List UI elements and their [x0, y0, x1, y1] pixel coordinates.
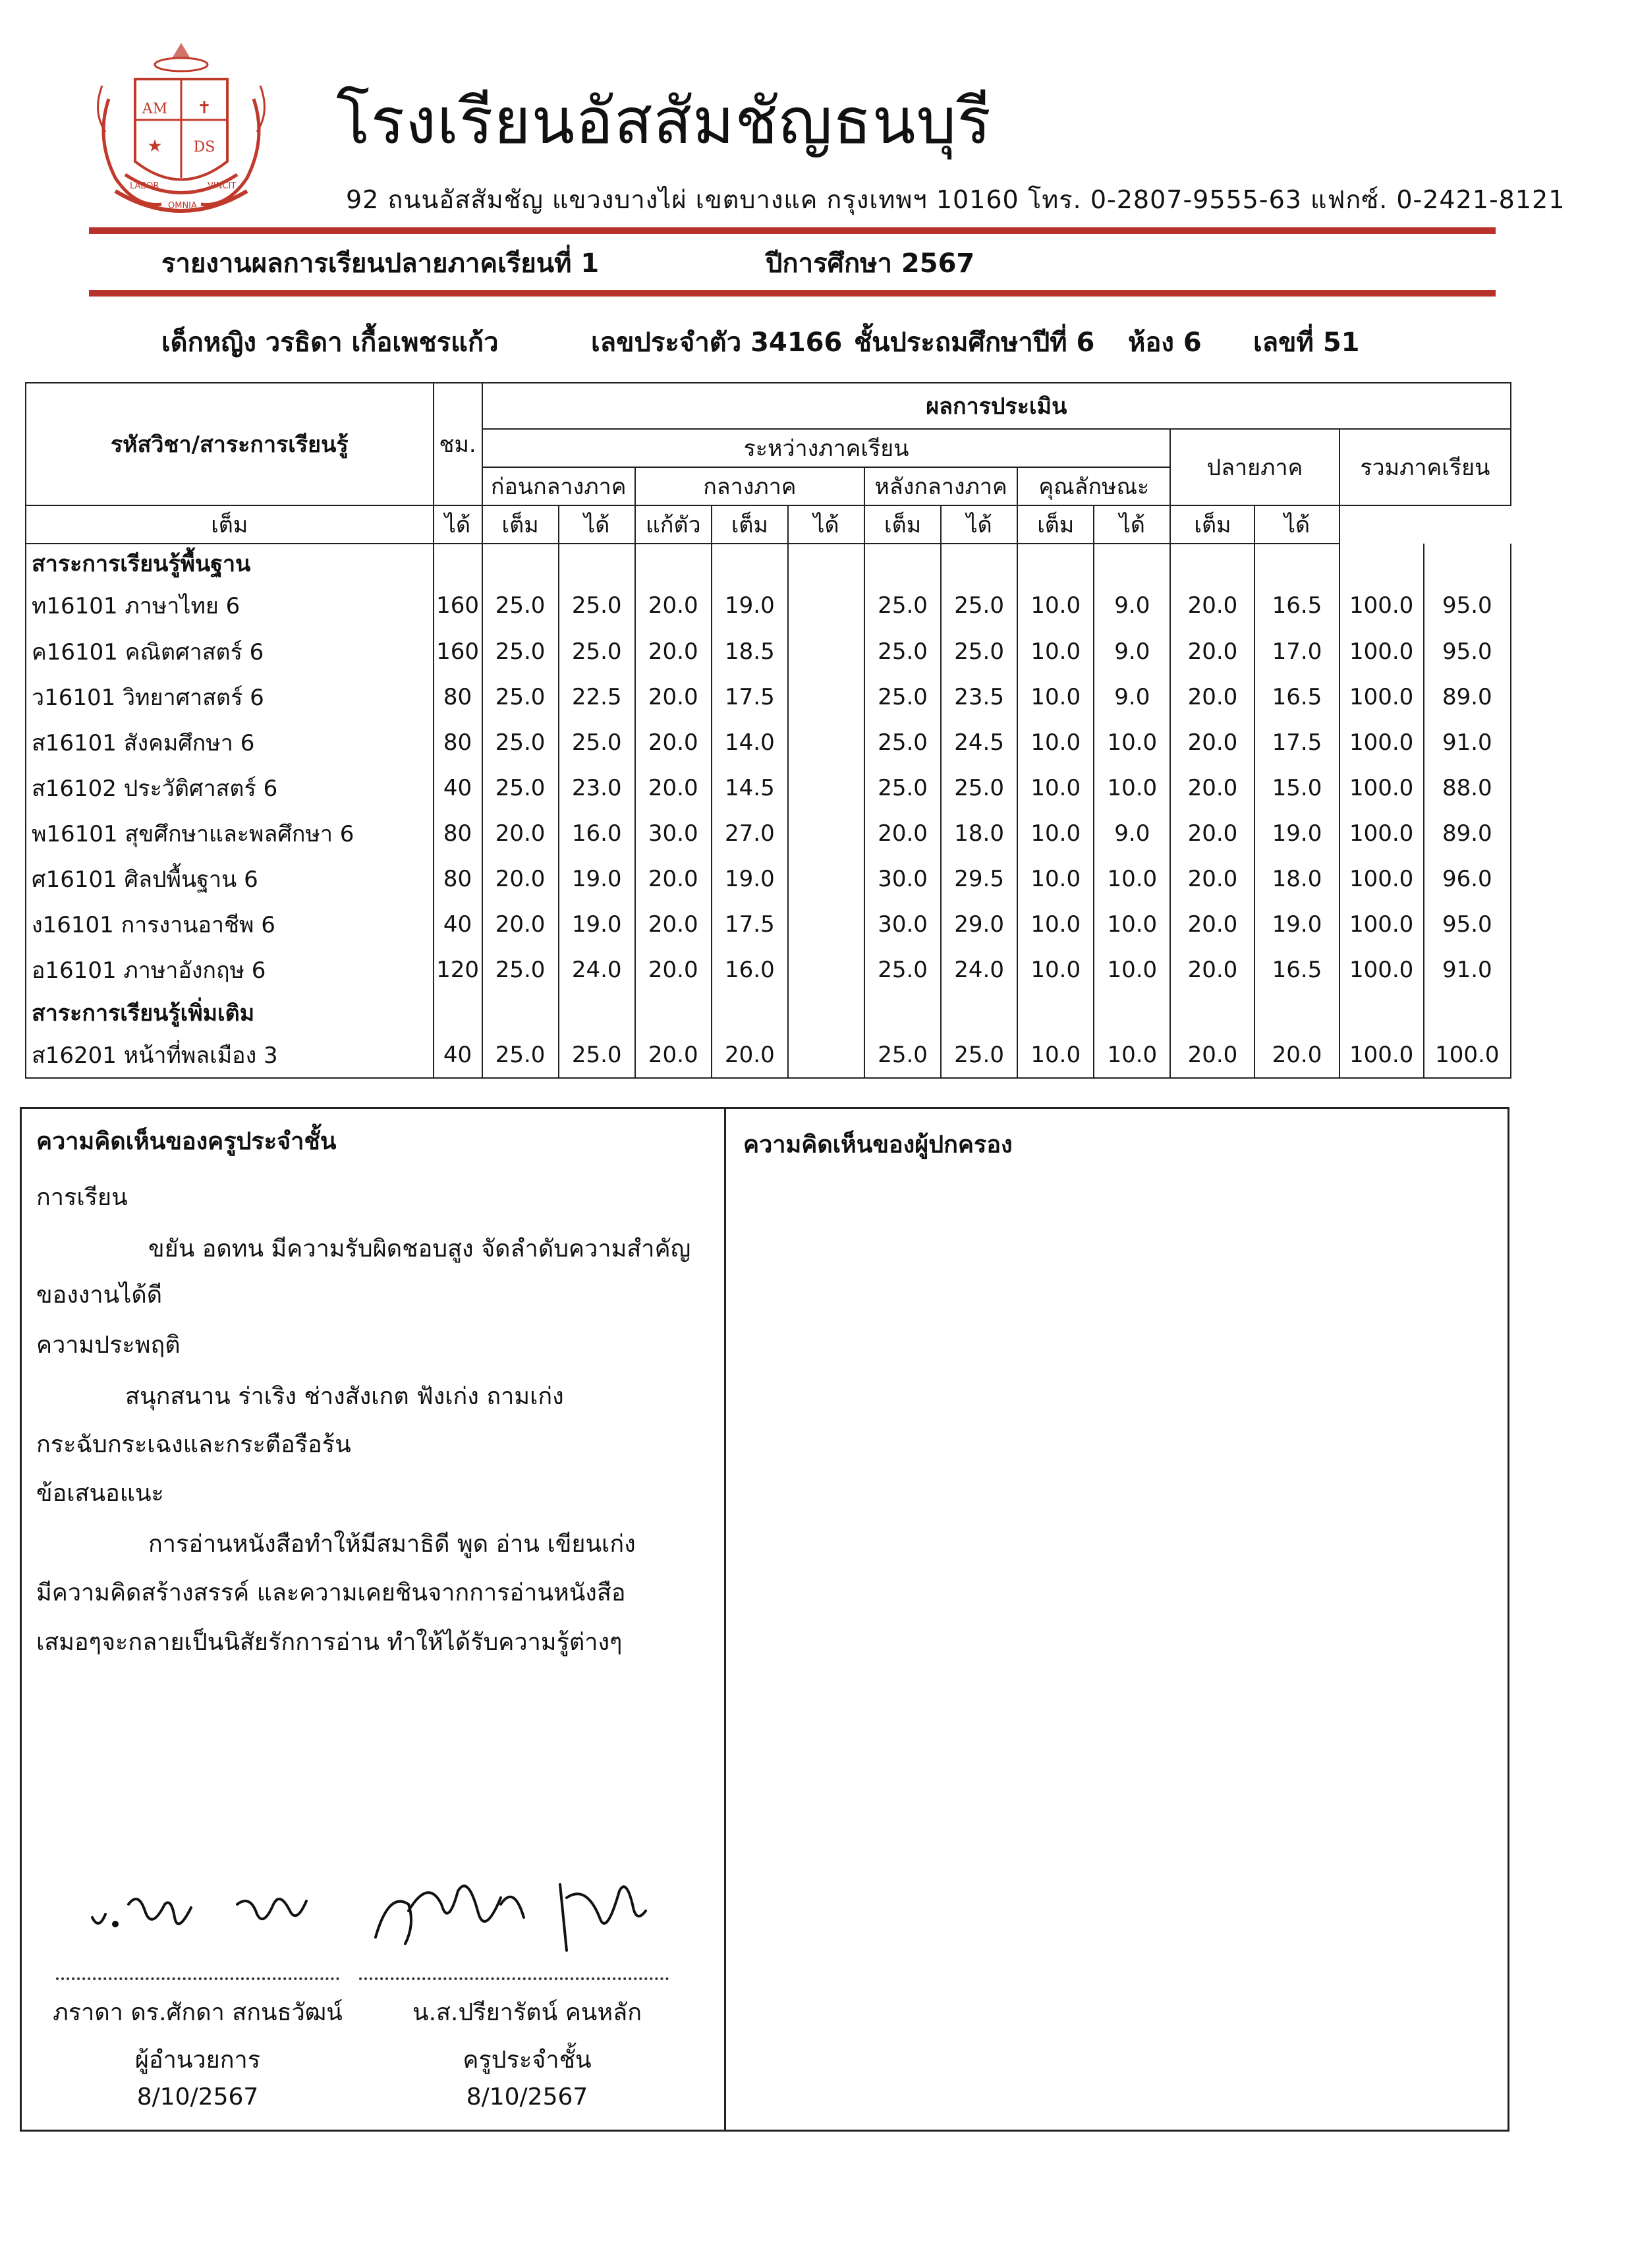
- table-row: [26, 674, 1511, 720]
- hours-cell: 80: [434, 720, 482, 765]
- score-cell: 25.0: [482, 629, 559, 674]
- table-row: [26, 857, 1511, 902]
- score-cell: 25.0: [482, 948, 559, 993]
- blank-cell: [434, 544, 482, 583]
- score-cell: 25.0: [941, 1033, 1017, 1078]
- table-row: [26, 720, 1511, 765]
- post-mid-header: หลังกลางภาค: [864, 467, 1017, 505]
- score-cell: 23.5: [941, 674, 1017, 720]
- hours-cell: 80: [434, 857, 482, 902]
- table-row: [26, 765, 1511, 810]
- score-cell: 89.0: [1424, 674, 1511, 720]
- director-signature: [79, 1878, 343, 1957]
- hours-cell: 120: [434, 948, 482, 993]
- score-cell: 25.0: [864, 948, 941, 993]
- student-grade: ชั้นประถมศึกษาปีที่ 6: [854, 327, 1095, 358]
- score-cell: 96.0: [1424, 857, 1511, 902]
- score-cell: 20.0: [635, 948, 712, 993]
- score-cell: 20.0: [635, 674, 712, 720]
- study-label: การเรียน: [36, 1184, 128, 1211]
- total-got-header: ได้: [1254, 505, 1339, 544]
- score-cell: [788, 857, 864, 902]
- hours-cell: 40: [434, 765, 482, 810]
- score-cell: 25.0: [482, 720, 559, 765]
- blank-cell: [1094, 544, 1170, 583]
- svg-text:OMNIA: OMNIA: [168, 201, 197, 211]
- score-cell: 14.0: [712, 720, 788, 765]
- svg-text:✝: ✝: [197, 98, 211, 118]
- score-cell: 20.0: [1170, 765, 1254, 810]
- score-cell: 100.0: [1339, 765, 1424, 810]
- blank-cell: [635, 544, 712, 583]
- blank-cell: [1254, 993, 1339, 1033]
- teacher-signature: [369, 1865, 659, 1964]
- score-cell: 89.0: [1424, 810, 1511, 856]
- score-cell: 25.0: [941, 765, 1017, 810]
- score-cell: 19.0: [559, 857, 635, 902]
- blank-cell: [1170, 544, 1254, 583]
- score-cell: 20.0: [635, 583, 712, 629]
- score-cell: 30.0: [635, 810, 712, 856]
- score-cell: [788, 1033, 864, 1078]
- subject-cell: ส16201 หน้าที่พลเมือง 3: [26, 1033, 434, 1078]
- score-cell: 100.0: [1424, 1033, 1511, 1078]
- student-room: ห้อง 6: [1128, 327, 1202, 358]
- blank-cell: [864, 993, 941, 1033]
- score-cell: 20.0: [635, 902, 712, 948]
- blank-cell: [1339, 993, 1424, 1033]
- subject-cell: พ16101 สุขศึกษาและพลศึกษา 6: [26, 810, 434, 856]
- blank-cell: [559, 544, 635, 583]
- blank-cell: [941, 544, 1017, 583]
- study-comment: ขยัน อดทน มีความรับผิดชอบสูง จัดลำดับความสำคัญ: [148, 1235, 691, 1262]
- blank-cell: [788, 993, 864, 1033]
- advice-label: ข้อเสนอแนะ: [36, 1480, 164, 1507]
- svg-text:AM: AM: [142, 101, 168, 117]
- score-cell: 27.0: [712, 810, 788, 856]
- student-id: เลขประจำตัว 34166: [591, 327, 843, 358]
- score-cell: 10.0: [1094, 720, 1170, 765]
- score-cell: 20.0: [1170, 674, 1254, 720]
- post-mid-got-header: ได้: [788, 505, 864, 544]
- blank-cell: [1017, 544, 1094, 583]
- score-cell: 100.0: [1339, 583, 1424, 629]
- score-cell: 20.0: [1170, 902, 1254, 948]
- score-cell: 9.0: [1094, 629, 1170, 674]
- score-cell: 18.0: [941, 810, 1017, 856]
- score-cell: 100.0: [1339, 948, 1424, 993]
- behavior-label: ความประพฤติ: [36, 1332, 181, 1359]
- score-cell: 25.0: [482, 674, 559, 720]
- score-cell: 19.0: [712, 583, 788, 629]
- score-cell: 17.0: [1254, 629, 1339, 674]
- final-header: ปลายภาค: [1170, 429, 1339, 505]
- score-cell: 20.0: [1254, 1033, 1339, 1078]
- score-cell: 17.5: [1254, 720, 1339, 765]
- score-cell: 10.0: [1017, 583, 1094, 629]
- score-cell: 10.0: [1094, 765, 1170, 810]
- behavior-comment-cont: กระฉับกระเฉงและกระตือรือร้น: [36, 1431, 351, 1458]
- svg-text:★: ★: [147, 136, 163, 156]
- score-cell: [788, 583, 864, 629]
- score-cell: 10.0: [1017, 720, 1094, 765]
- score-cell: [788, 629, 864, 674]
- character-full-header: เต็ม: [864, 505, 941, 544]
- subject-cell: ง16101 การงานอาชีพ 6: [26, 902, 434, 948]
- score-cell: 20.0: [1170, 1033, 1254, 1078]
- blank-cell: [864, 544, 941, 583]
- mid-retake-header: แก้ตัว: [635, 505, 712, 544]
- score-cell: 10.0: [1017, 857, 1094, 902]
- score-cell: 25.0: [864, 1033, 941, 1078]
- director-signature-line: [56, 1977, 339, 1980]
- score-cell: 10.0: [1094, 857, 1170, 902]
- score-cell: [788, 765, 864, 810]
- director-name: ภราดา ดร.ศักดา สกนธวัฒน์: [53, 1999, 343, 2026]
- score-cell: 22.5: [559, 674, 635, 720]
- teacher-signature-line: [359, 1977, 669, 1980]
- subject-header: รหัสวิชา/สาระการเรียนรู้: [26, 383, 434, 505]
- score-cell: 20.0: [1170, 720, 1254, 765]
- teacher-name: น.ส.ปรียารัตน์ คนหลัก: [412, 1999, 642, 2026]
- student-number: เลขที่ 51: [1253, 327, 1360, 358]
- score-cell: 15.0: [1254, 765, 1339, 810]
- score-cell: 10.0: [1017, 810, 1094, 856]
- score-cell: [788, 720, 864, 765]
- score-cell: 10.0: [1017, 1033, 1094, 1078]
- subject-cell: ค16101 คณิตศาสตร์ 6: [26, 629, 434, 674]
- score-cell: 20.0: [1170, 810, 1254, 856]
- mid-got-header: ได้: [559, 505, 635, 544]
- score-cell: 95.0: [1424, 629, 1511, 674]
- blank-cell: [1170, 993, 1254, 1033]
- score-cell: 29.5: [941, 857, 1017, 902]
- score-cell: 95.0: [1424, 583, 1511, 629]
- blank-cell: [482, 993, 559, 1033]
- character-header: คุณลักษณะ: [1017, 467, 1170, 505]
- blank-cell: [1424, 993, 1511, 1033]
- score-cell: 10.0: [1017, 674, 1094, 720]
- score-cell: 29.0: [941, 902, 1017, 948]
- school-name: โรงเรียนอัสสัมชัญธนบุรี: [336, 84, 992, 158]
- score-cell: 25.0: [482, 583, 559, 629]
- score-cell: 10.0: [1017, 629, 1094, 674]
- blank-cell: [635, 993, 712, 1033]
- score-cell: 20.0: [1170, 948, 1254, 993]
- blank-cell: [712, 993, 788, 1033]
- svg-text:DS: DS: [193, 139, 215, 156]
- advice-comment: การอ่านหนังสือทำให้มีสมาธิดี พูด อ่าน เขียนเก่ง: [148, 1531, 636, 1558]
- score-cell: 91.0: [1424, 948, 1511, 993]
- score-cell: 24.5: [941, 720, 1017, 765]
- blank-cell: [482, 544, 559, 583]
- grade-table: [25, 382, 1511, 1079]
- score-cell: 100.0: [1339, 857, 1424, 902]
- score-cell: 20.0: [635, 765, 712, 810]
- director-role: ผู้อำนวยการ: [134, 2047, 261, 2074]
- score-cell: 25.0: [864, 765, 941, 810]
- score-cell: 25.0: [559, 1033, 635, 1078]
- teacher-comment-title: ความคิดเห็นของครูประจำชั้น: [36, 1128, 337, 1155]
- hours-cell: 80: [434, 674, 482, 720]
- score-cell: 91.0: [1424, 720, 1511, 765]
- score-cell: 20.0: [1170, 857, 1254, 902]
- advice-comment-cont1: มีความคิดสร้างสรรค์ และความเคยชินจากการอ่านหนังสือ: [36, 1579, 626, 1606]
- score-cell: 16.5: [1254, 948, 1339, 993]
- blank-cell: [1254, 544, 1339, 583]
- score-cell: 24.0: [941, 948, 1017, 993]
- score-cell: 19.0: [1254, 902, 1339, 948]
- score-cell: 100.0: [1339, 902, 1424, 948]
- score-cell: 9.0: [1094, 810, 1170, 856]
- post-mid-full-header: เต็ม: [712, 505, 788, 544]
- score-cell: 25.0: [559, 720, 635, 765]
- behavior-comment: สนุกสนาน ร่าเริง ช่างสังเกต ฟังเก่ง ถามเก่ง: [125, 1383, 564, 1410]
- score-cell: 95.0: [1424, 902, 1511, 948]
- hours-cell: 40: [434, 1033, 482, 1078]
- score-cell: 20.0: [635, 1033, 712, 1078]
- score-cell: 25.0: [864, 629, 941, 674]
- table-row: [26, 902, 1511, 948]
- score-cell: 30.0: [864, 902, 941, 948]
- score-cell: 16.5: [1254, 583, 1339, 629]
- mid-header: กลางภาค: [635, 467, 864, 505]
- character-got-header: ได้: [941, 505, 1017, 544]
- blank-cell: [1424, 544, 1511, 583]
- pre-mid-got-header: ได้: [434, 505, 482, 544]
- score-cell: 25.0: [559, 583, 635, 629]
- teacher-role: ครูประจำชั้น: [463, 2047, 592, 2074]
- score-cell: 10.0: [1094, 948, 1170, 993]
- score-cell: [788, 674, 864, 720]
- score-cell: 9.0: [1094, 583, 1170, 629]
- svg-text:LABOR: LABOR: [130, 181, 159, 191]
- final-full-header: เต็ม: [1017, 505, 1094, 544]
- score-cell: [788, 948, 864, 993]
- svg-text:VINCIT: VINCIT: [208, 181, 237, 191]
- score-cell: 25.0: [864, 720, 941, 765]
- table-row: [26, 1033, 1511, 1078]
- score-cell: 30.0: [864, 857, 941, 902]
- final-got-header: ได้: [1094, 505, 1170, 544]
- score-cell: 20.0: [635, 857, 712, 902]
- score-cell: 10.0: [1017, 902, 1094, 948]
- score-cell: 20.0: [1170, 583, 1254, 629]
- school-address: 92 ถนนอัสสัมชัญ แขวงบางไผ่ เขตบางแค กรุงเทพฯ 10160 โทร. 0-2807-9555-63 แฟกซ์. 0-2421-8121: [346, 185, 1565, 214]
- score-cell: 88.0: [1424, 765, 1511, 810]
- academic-year: ปีการศึกษา 2567: [766, 248, 975, 279]
- school-logo: [89, 40, 273, 231]
- subject-cell: อ16101 ภาษาอังกฤษ 6: [26, 948, 434, 993]
- score-cell: 16.0: [559, 810, 635, 856]
- blank-cell: [1017, 993, 1094, 1033]
- score-cell: 100.0: [1339, 1033, 1424, 1078]
- total-header: รวมภาคเรียน: [1339, 429, 1511, 505]
- score-cell: 19.0: [1254, 810, 1339, 856]
- group-basic-label: สาระการเรียนรู้พื้นฐาน: [26, 544, 434, 583]
- score-cell: 17.5: [712, 902, 788, 948]
- score-cell: [788, 810, 864, 856]
- parent-comment-box: [724, 1107, 1509, 2132]
- subject-cell: ศ16101 ศิลปพื้นฐาน 6: [26, 857, 434, 902]
- group-extra-label: สาระการเรียนรู้เพิ่มเติม: [26, 993, 434, 1033]
- assessment-header: ผลการประเมิน: [482, 383, 1511, 429]
- score-cell: 9.0: [1094, 674, 1170, 720]
- score-cell: 19.0: [559, 902, 635, 948]
- mid-full-header: เต็ม: [482, 505, 559, 544]
- blank-cell: [559, 993, 635, 1033]
- hours-cell: 80: [434, 810, 482, 856]
- score-cell: 19.0: [712, 857, 788, 902]
- header-divider: [89, 227, 1496, 234]
- score-cell: 25.0: [559, 629, 635, 674]
- teacher-date: 8/10/2567: [466, 2084, 588, 2111]
- director-date: 8/10/2567: [136, 2084, 259, 2111]
- subject-cell: ว16101 วิทยาศาสตร์ 6: [26, 674, 434, 720]
- score-cell: 25.0: [941, 629, 1017, 674]
- score-cell: 16.5: [1254, 674, 1339, 720]
- score-cell: 24.0: [559, 948, 635, 993]
- during-term-header: ระหว่างภาคเรียน: [482, 429, 1171, 467]
- score-cell: 20.0: [1170, 629, 1254, 674]
- blank-cell: [712, 544, 788, 583]
- score-cell: 100.0: [1339, 629, 1424, 674]
- score-cell: 17.5: [712, 674, 788, 720]
- score-cell: 10.0: [1017, 948, 1094, 993]
- title-divider: [89, 290, 1496, 297]
- score-cell: 100.0: [1339, 674, 1424, 720]
- score-cell: 25.0: [482, 765, 559, 810]
- score-cell: 25.0: [864, 674, 941, 720]
- blank-cell: [1094, 993, 1170, 1033]
- pre-mid-header: ก่อนกลางภาค: [482, 467, 635, 505]
- score-cell: 25.0: [482, 1033, 559, 1078]
- score-cell: 20.0: [482, 857, 559, 902]
- subject-cell: ส16101 สังคมศึกษา 6: [26, 720, 434, 765]
- score-cell: 25.0: [941, 583, 1017, 629]
- subject-cell: ท16101 ภาษาไทย 6: [26, 583, 434, 629]
- blank-cell: [434, 993, 482, 1033]
- blank-cell: [788, 544, 864, 583]
- blank-cell: [941, 993, 1017, 1033]
- blank-cell: [1339, 544, 1424, 583]
- score-cell: 20.0: [864, 810, 941, 856]
- score-cell: 25.0: [864, 583, 941, 629]
- hours-header: ชม.: [434, 383, 482, 505]
- table-row: [26, 948, 1511, 993]
- student-name: เด็กหญิง วรธิดา เกื้อเพชรแก้ว: [161, 327, 499, 358]
- score-cell: [788, 902, 864, 948]
- parent-comment-title: ความคิดเห็นของผู้ปกครอง: [743, 1131, 1013, 1158]
- advice-comment-cont2: เสมอๆจะกลายเป็นนิสัยรักการอ่าน ทำให้ได้รับความรู้ต่างๆ: [36, 1629, 623, 1656]
- study-comment-cont: ของงานได้ดี: [36, 1282, 163, 1309]
- score-cell: 20.0: [482, 902, 559, 948]
- score-cell: 20.0: [482, 810, 559, 856]
- score-cell: 18.0: [1254, 857, 1339, 902]
- score-cell: 100.0: [1339, 810, 1424, 856]
- score-cell: 20.0: [635, 629, 712, 674]
- score-cell: 20.0: [712, 1033, 788, 1078]
- score-cell: 10.0: [1094, 1033, 1170, 1078]
- pre-mid-full-header: เต็ม: [26, 505, 434, 544]
- score-cell: 18.5: [712, 629, 788, 674]
- hours-cell: 160: [434, 629, 482, 674]
- score-cell: 100.0: [1339, 720, 1424, 765]
- hours-cell: 40: [434, 902, 482, 948]
- total-full-header: เต็ม: [1170, 505, 1254, 544]
- table-row: [26, 810, 1511, 856]
- hours-cell: 160: [434, 583, 482, 629]
- table-row: [26, 629, 1511, 674]
- score-cell: 20.0: [635, 720, 712, 765]
- score-cell: 23.0: [559, 765, 635, 810]
- score-cell: 10.0: [1017, 765, 1094, 810]
- score-cell: 16.0: [712, 948, 788, 993]
- subject-cell: ส16102 ประวัติศาสตร์ 6: [26, 765, 434, 810]
- score-cell: 14.5: [712, 765, 788, 810]
- score-cell: 10.0: [1094, 902, 1170, 948]
- report-title: รายงานผลการเรียนปลายภาคเรียนที่ 1: [161, 248, 600, 279]
- table-row: [26, 583, 1511, 629]
